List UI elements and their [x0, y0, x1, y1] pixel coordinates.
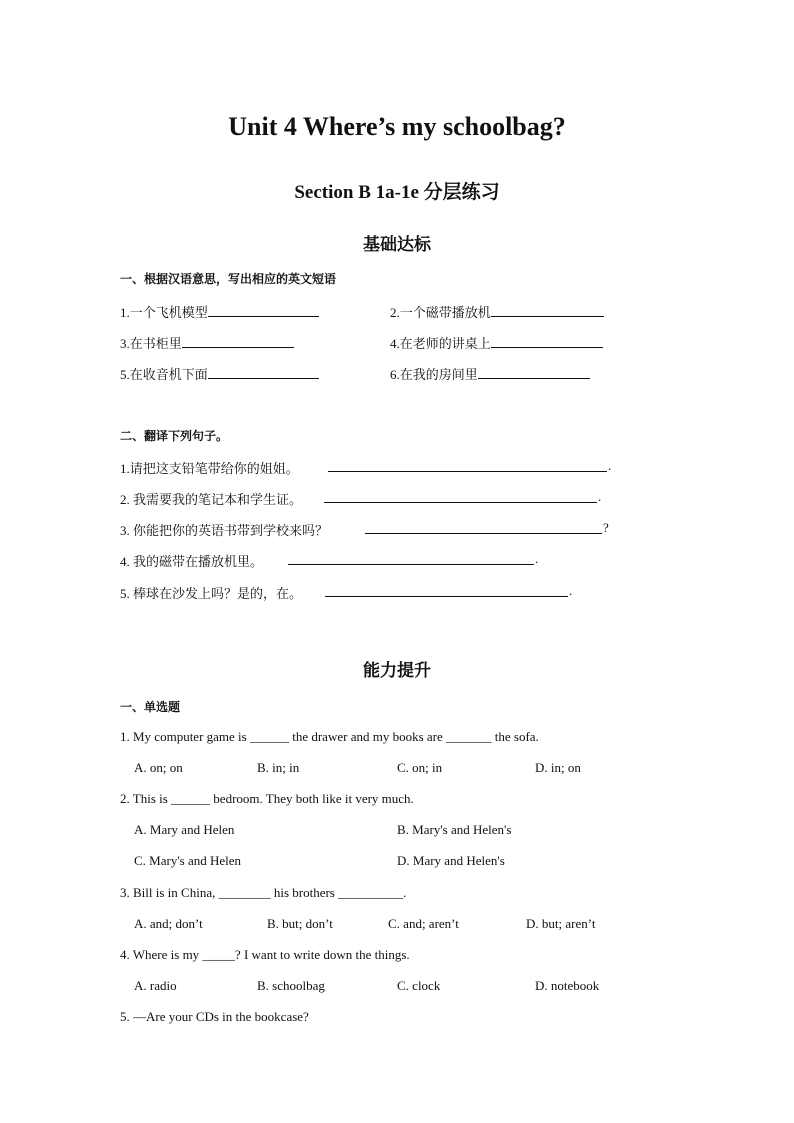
part3-heading: 一、单选题	[120, 700, 181, 714]
option-c[interactable]: C. Mary's and Helen	[134, 853, 242, 868]
sentence-end: .	[535, 551, 539, 566]
part2-heading: 二、翻译下列句子。	[120, 429, 229, 443]
answer-blank[interactable]	[478, 365, 590, 379]
translate-prompt: 1.请把这支铅笔带给你的姐姐。	[120, 461, 299, 476]
answer-blank[interactable]	[208, 303, 319, 317]
question-5: 5. —Are your CDs in the bookcase?	[120, 1009, 309, 1024]
option-a[interactable]: A. on; on	[134, 760, 183, 775]
translate-prompt: 5. 棒球在沙发上吗？是的，在。	[120, 586, 303, 601]
answer-blank[interactable]	[208, 365, 319, 379]
translate-item-2	[120, 489, 602, 508]
translate-prompt: 2. 我需要我的笔记本和学生证。	[120, 492, 303, 507]
option-d[interactable]: D. Mary and Helen's	[397, 853, 505, 868]
option-a[interactable]: A. Mary and Helen	[134, 822, 235, 837]
phrase-label: 2.一个磁带播放机	[390, 305, 491, 320]
advanced-heading: 能力提升	[363, 661, 431, 681]
translate-item-5	[120, 583, 573, 602]
question-2: 2. This is ______ bedroom. They both like it very much.	[120, 791, 414, 806]
option-b[interactable]: B. but; don’t	[267, 916, 333, 931]
option-a[interactable]: A. and; don’t	[134, 916, 203, 931]
sentence-end: .	[569, 583, 573, 598]
phrase-label: 6.在我的房间里	[390, 367, 478, 382]
section-subtitle: Section B 1a-1e 分层练习	[294, 182, 500, 203]
option-d[interactable]: D. notebook	[535, 978, 600, 993]
phrase-item-6	[390, 364, 590, 383]
answer-blank[interactable]	[328, 458, 607, 472]
question-1: 1. My computer game is ______ the drawer and my books are _______ the sofa.	[120, 729, 539, 744]
answer-blank[interactable]	[288, 551, 534, 565]
translate-prompt: 4. 我的磁带在播放机里。	[120, 554, 264, 569]
answer-blank[interactable]	[182, 334, 294, 348]
phrase-item-1	[120, 302, 319, 321]
answer-blank[interactable]	[491, 334, 603, 348]
option-b[interactable]: B. in; in	[257, 760, 300, 775]
answer-blank[interactable]	[365, 520, 602, 534]
phrase-item-5	[120, 364, 319, 383]
phrase-item-4	[390, 333, 603, 352]
translate-item-1	[120, 458, 612, 477]
option-b[interactable]: B. schoolbag	[257, 978, 325, 993]
phrase-label: 4.在老师的讲桌上	[390, 336, 491, 351]
option-c[interactable]: C. clock	[397, 978, 441, 993]
option-b[interactable]: B. Mary's and Helen's	[397, 822, 512, 837]
sentence-end: .	[608, 458, 612, 473]
sentence-end: .	[598, 489, 602, 504]
option-c[interactable]: C. on; in	[397, 760, 443, 775]
phrase-label: 5.在收音机下面	[120, 367, 208, 382]
option-c[interactable]: C. and; aren’t	[388, 916, 459, 931]
phrase-label: 3.在书柜里	[120, 336, 182, 351]
phrase-item-3	[120, 333, 294, 352]
translate-item-3	[120, 520, 609, 539]
part1-heading: 一、根据汉语意思，写出相应的英文短语	[120, 272, 337, 286]
basic-heading: 基础达标	[363, 235, 431, 255]
question-4: 4. Where is my _____? I want to write down the things.	[120, 947, 410, 962]
phrase-item-2	[390, 302, 604, 321]
translate-item-4	[120, 551, 539, 570]
answer-blank[interactable]	[325, 583, 568, 597]
option-d[interactable]: D. but; aren’t	[526, 916, 596, 931]
translate-prompt: 3. 你能把你的英语书带到学校来吗？	[120, 523, 329, 538]
question-3: 3. Bill is in China, ________ his brothers __________.	[120, 885, 407, 900]
answer-blank[interactable]	[491, 303, 604, 317]
document-title: Unit 4 Where’s my schoolbag?	[228, 112, 566, 141]
sentence-end: ?	[603, 520, 609, 535]
option-d[interactable]: D. in; on	[535, 760, 581, 775]
option-a[interactable]: A. radio	[134, 978, 177, 993]
phrase-label: 1.一个飞机模型	[120, 305, 208, 320]
answer-blank[interactable]	[324, 489, 597, 503]
